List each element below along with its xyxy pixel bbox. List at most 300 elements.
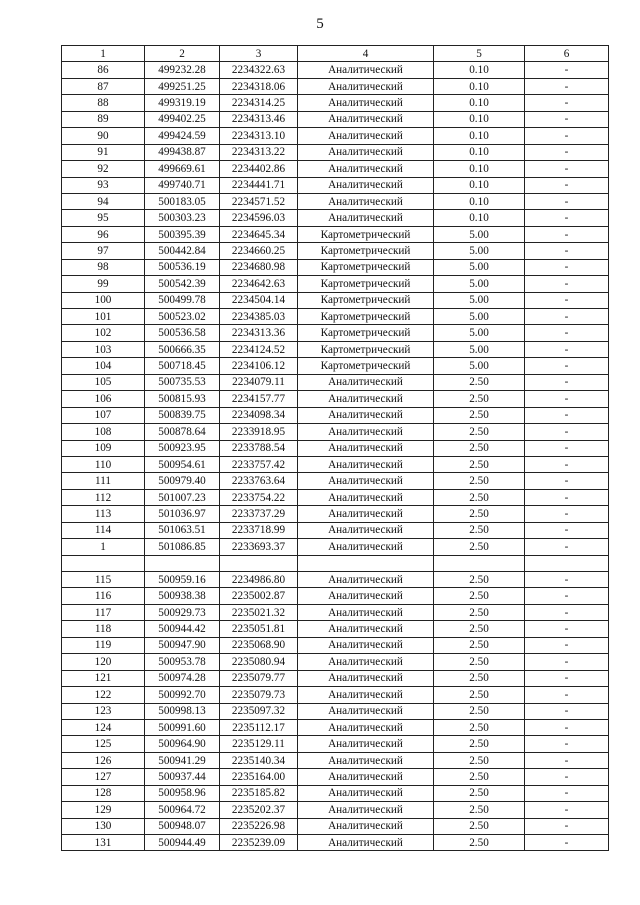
table-row — [62, 769, 609, 785]
table-cell: 99 — [62, 276, 145, 292]
table-cell: 2234986.80 — [220, 572, 298, 588]
table-cell: Аналитический — [298, 95, 434, 111]
table-cell: 86 — [62, 62, 145, 78]
table-cell: Аналитический — [298, 78, 434, 94]
table-row — [62, 604, 609, 620]
table-cell: Картометрический — [298, 259, 434, 275]
table-cell: 114 — [62, 522, 145, 538]
header-cell: 6 — [525, 46, 609, 62]
table-cell: 2235080.94 — [220, 654, 298, 670]
table-cell: Аналитический — [298, 637, 434, 653]
table-cell: 2234680.98 — [220, 259, 298, 275]
table-cell: 500542.39 — [145, 276, 220, 292]
table-cell: 500839.75 — [145, 407, 220, 423]
table-cell: 2.50 — [434, 424, 525, 440]
table-cell: - — [525, 752, 609, 768]
table-cell: Аналитический — [298, 128, 434, 144]
table-cell: 97 — [62, 243, 145, 259]
table-cell: Аналитический — [298, 62, 434, 78]
table-row — [62, 325, 609, 341]
table-cell: - — [525, 292, 609, 308]
table-cell: 120 — [62, 654, 145, 670]
table-row — [62, 719, 609, 735]
table-cell: Аналитический — [298, 506, 434, 522]
table-cell: 2234660.25 — [220, 243, 298, 259]
table-cell: Картометрический — [298, 243, 434, 259]
table-cell: 2.50 — [434, 687, 525, 703]
table-cell: 501007.23 — [145, 489, 220, 505]
table-row — [62, 456, 609, 472]
table-cell — [298, 555, 434, 571]
table-cell: 5.00 — [434, 292, 525, 308]
table-cell: 499319.19 — [145, 95, 220, 111]
table-cell: - — [525, 522, 609, 538]
table-cell: - — [525, 111, 609, 127]
table-cell: 500979.40 — [145, 473, 220, 489]
table-row — [62, 341, 609, 357]
header-row — [62, 46, 609, 62]
table-cell: 2235226.98 — [220, 818, 298, 834]
table-cell: 0.10 — [434, 78, 525, 94]
table-cell: 110 — [62, 456, 145, 472]
table-cell: 2.50 — [434, 489, 525, 505]
table-cell: - — [525, 424, 609, 440]
table-cell: 0.10 — [434, 95, 525, 111]
table-cell: - — [525, 161, 609, 177]
table-row — [62, 374, 609, 390]
table-cell: 2.50 — [434, 440, 525, 456]
table-cell: 88 — [62, 95, 145, 111]
table-cell: 2235051.81 — [220, 621, 298, 637]
table-row — [62, 243, 609, 259]
table-row — [62, 144, 609, 160]
table-cell: Аналитический — [298, 752, 434, 768]
table-cell — [145, 555, 220, 571]
table-cell: 2.50 — [434, 407, 525, 423]
table-cell: 2235140.34 — [220, 752, 298, 768]
table-row — [62, 555, 609, 571]
table-cell: - — [525, 407, 609, 423]
table-cell: 2234098.34 — [220, 407, 298, 423]
table-cell: - — [525, 769, 609, 785]
table-cell: Картометрический — [298, 226, 434, 242]
table-cell: 500959.16 — [145, 572, 220, 588]
table-row — [62, 309, 609, 325]
table-cell: - — [525, 374, 609, 390]
table-cell: Аналитический — [298, 473, 434, 489]
table-cell: 2235079.73 — [220, 687, 298, 703]
table-cell: 500735.53 — [145, 374, 220, 390]
table-cell: 105 — [62, 374, 145, 390]
table-cell: 500666.35 — [145, 341, 220, 357]
table-cell: 2.50 — [434, 604, 525, 620]
table-cell: - — [525, 719, 609, 735]
table-cell: 500929.73 — [145, 604, 220, 620]
table-cell: 87 — [62, 78, 145, 94]
table-row — [62, 177, 609, 193]
table-cell: 109 — [62, 440, 145, 456]
table-cell: 119 — [62, 637, 145, 653]
table-row — [62, 572, 609, 588]
coordinates-table — [61, 45, 609, 851]
table-cell: 104 — [62, 358, 145, 374]
table-cell: 2233757.42 — [220, 456, 298, 472]
table-cell: Аналитический — [298, 522, 434, 538]
table-row — [62, 588, 609, 604]
table-cell: 2.50 — [434, 654, 525, 670]
table-cell: 2234571.52 — [220, 193, 298, 209]
table-cell: Аналитический — [298, 719, 434, 735]
table-cell: Аналитический — [298, 687, 434, 703]
table-cell: - — [525, 210, 609, 226]
table-cell: 2235079.77 — [220, 670, 298, 686]
table-cell: 130 — [62, 818, 145, 834]
table-cell: 108 — [62, 424, 145, 440]
table-cell: Аналитический — [298, 818, 434, 834]
table-cell: Аналитический — [298, 736, 434, 752]
table-cell: Аналитический — [298, 391, 434, 407]
table-cell: Аналитический — [298, 210, 434, 226]
table-cell: 116 — [62, 588, 145, 604]
table-cell: 501086.85 — [145, 539, 220, 555]
table-cell: 5.00 — [434, 226, 525, 242]
table-cell: 102 — [62, 325, 145, 341]
table-cell: - — [525, 654, 609, 670]
table-cell: 500944.42 — [145, 621, 220, 637]
table-row — [62, 78, 609, 94]
table-cell: 127 — [62, 769, 145, 785]
table-cell: 2233918.95 — [220, 424, 298, 440]
table-cell — [220, 555, 298, 571]
table-cell: 2234322.63 — [220, 62, 298, 78]
table-cell: 2.50 — [434, 670, 525, 686]
header-cell: 2 — [145, 46, 220, 62]
table-row — [62, 128, 609, 144]
header-cell: 1 — [62, 46, 145, 62]
table-cell: 0.10 — [434, 210, 525, 226]
table-cell: 5.00 — [434, 325, 525, 341]
table-cell: 2234645.34 — [220, 226, 298, 242]
table-cell: 500536.19 — [145, 259, 220, 275]
table-cell: 121 — [62, 670, 145, 686]
table-cell: 89 — [62, 111, 145, 127]
table-row — [62, 276, 609, 292]
table-row — [62, 752, 609, 768]
table-cell: 125 — [62, 736, 145, 752]
table-row — [62, 358, 609, 374]
table-cell: 2.50 — [434, 522, 525, 538]
table-cell: - — [525, 358, 609, 374]
table-cell: Аналитический — [298, 407, 434, 423]
table-cell: 500944.49 — [145, 835, 220, 851]
table-cell: 0.10 — [434, 62, 525, 78]
table-row — [62, 637, 609, 653]
table-cell: 2.50 — [434, 769, 525, 785]
table-cell: 499669.61 — [145, 161, 220, 177]
table-cell: 500442.84 — [145, 243, 220, 259]
table-cell: 2235097.32 — [220, 703, 298, 719]
table-cell: 126 — [62, 752, 145, 768]
table-cell: - — [525, 193, 609, 209]
table-cell: 5.00 — [434, 341, 525, 357]
table-cell: 501036.97 — [145, 506, 220, 522]
table-cell: 499402.25 — [145, 111, 220, 127]
table-cell: 2.50 — [434, 456, 525, 472]
table-row — [62, 670, 609, 686]
table-row — [62, 440, 609, 456]
table-cell: Аналитический — [298, 670, 434, 686]
table-cell — [62, 555, 145, 571]
table-cell: - — [525, 473, 609, 489]
table-cell: Аналитический — [298, 424, 434, 440]
table-cell: - — [525, 604, 609, 620]
table-cell: - — [525, 736, 609, 752]
table-cell: 500183.05 — [145, 193, 220, 209]
table-row — [62, 835, 609, 851]
table-cell: Аналитический — [298, 572, 434, 588]
table-row — [62, 407, 609, 423]
table-cell: 2233737.29 — [220, 506, 298, 522]
header-cell: 4 — [298, 46, 434, 62]
table-cell: 2235021.32 — [220, 604, 298, 620]
table-cell: - — [525, 440, 609, 456]
table-cell: 100 — [62, 292, 145, 308]
table-cell: 91 — [62, 144, 145, 160]
table-cell: 131 — [62, 835, 145, 851]
table-cell: 501063.51 — [145, 522, 220, 538]
table-row — [62, 193, 609, 209]
table-cell: 2234313.10 — [220, 128, 298, 144]
table-cell: 1 — [62, 539, 145, 555]
table-cell: 122 — [62, 687, 145, 703]
table-cell: 2235202.37 — [220, 802, 298, 818]
table-cell: Аналитический — [298, 440, 434, 456]
table-cell: 499232.28 — [145, 62, 220, 78]
table-cell: 500964.90 — [145, 736, 220, 752]
table-cell: 5.00 — [434, 243, 525, 259]
table-row — [62, 687, 609, 703]
table-cell: 103 — [62, 341, 145, 357]
table-cell: - — [525, 309, 609, 325]
table-cell — [525, 555, 609, 571]
table-row — [62, 785, 609, 801]
table-row — [62, 161, 609, 177]
table-cell: Аналитический — [298, 144, 434, 160]
table-cell: 2234313.22 — [220, 144, 298, 160]
table-cell: 499424.59 — [145, 128, 220, 144]
table-cell: - — [525, 506, 609, 522]
table-cell: 2.50 — [434, 818, 525, 834]
table-cell: - — [525, 325, 609, 341]
table-cell: 2234642.63 — [220, 276, 298, 292]
table-cell: - — [525, 637, 609, 653]
table-cell: - — [525, 128, 609, 144]
table-cell: 500923.95 — [145, 440, 220, 456]
table-cell: 500974.28 — [145, 670, 220, 686]
table-cell: 0.10 — [434, 177, 525, 193]
table-cell: 2235185.82 — [220, 785, 298, 801]
table-cell: 500536.58 — [145, 325, 220, 341]
table-cell: 5.00 — [434, 276, 525, 292]
table-cell: - — [525, 95, 609, 111]
table-cell: Аналитический — [298, 621, 434, 637]
page-number: 5 — [316, 16, 324, 32]
table-header — [62, 46, 609, 62]
table-cell: Аналитический — [298, 161, 434, 177]
table-cell: 2235164.00 — [220, 769, 298, 785]
table-cell: 2234157.77 — [220, 391, 298, 407]
table-cell: - — [525, 670, 609, 686]
table-cell: 499251.25 — [145, 78, 220, 94]
table-cell: 2.50 — [434, 637, 525, 653]
table-cell: 106 — [62, 391, 145, 407]
table-row — [62, 522, 609, 538]
table-cell: 2234313.46 — [220, 111, 298, 127]
table-cell: Аналитический — [298, 193, 434, 209]
table-cell: 2.50 — [434, 539, 525, 555]
table-row — [62, 226, 609, 242]
table-cell: 2234504.14 — [220, 292, 298, 308]
table-cell: Картометрический — [298, 309, 434, 325]
table-cell: 2.50 — [434, 391, 525, 407]
table-body — [62, 62, 609, 851]
table-row — [62, 62, 609, 78]
table-cell: 2233763.64 — [220, 473, 298, 489]
table-cell: 500937.44 — [145, 769, 220, 785]
table-cell: Аналитический — [298, 111, 434, 127]
table-cell: 129 — [62, 802, 145, 818]
table-cell: Аналитический — [298, 654, 434, 670]
table-cell: 500499.78 — [145, 292, 220, 308]
table-cell — [434, 555, 525, 571]
table-cell: 500938.38 — [145, 588, 220, 604]
table-row — [62, 818, 609, 834]
table-row — [62, 621, 609, 637]
table-cell: 500953.78 — [145, 654, 220, 670]
table-cell: 107 — [62, 407, 145, 423]
table-cell: 2234402.86 — [220, 161, 298, 177]
table-cell: - — [525, 62, 609, 78]
table-cell: 2233788.54 — [220, 440, 298, 456]
table-cell: 2234313.36 — [220, 325, 298, 341]
table-cell: 2235112.17 — [220, 719, 298, 735]
table-cell: 2235068.90 — [220, 637, 298, 653]
table-cell: 2.50 — [434, 506, 525, 522]
table-cell: 117 — [62, 604, 145, 620]
table-cell: 2234314.25 — [220, 95, 298, 111]
table-row — [62, 489, 609, 505]
table-cell: 499438.87 — [145, 144, 220, 160]
table-cell: 2234318.06 — [220, 78, 298, 94]
header-cell: 5 — [434, 46, 525, 62]
table-row — [62, 703, 609, 719]
table-row — [62, 210, 609, 226]
table-cell: 2.50 — [434, 736, 525, 752]
table-cell: 2.50 — [434, 572, 525, 588]
table-cell: 0.10 — [434, 193, 525, 209]
table-cell: 2234079.11 — [220, 374, 298, 390]
table-cell: Аналитический — [298, 769, 434, 785]
table-cell: 2.50 — [434, 835, 525, 851]
table-cell: - — [525, 703, 609, 719]
table-cell: 500718.45 — [145, 358, 220, 374]
table-cell: 500948.07 — [145, 818, 220, 834]
table-cell: 94 — [62, 193, 145, 209]
table-cell: Аналитический — [298, 456, 434, 472]
table-cell: 500941.29 — [145, 752, 220, 768]
table-cell: Аналитический — [298, 604, 434, 620]
table-cell: Аналитический — [298, 489, 434, 505]
table-cell: 2233718.99 — [220, 522, 298, 538]
table-cell: 96 — [62, 226, 145, 242]
table-cell: - — [525, 539, 609, 555]
table-cell: Аналитический — [298, 802, 434, 818]
table-cell: 113 — [62, 506, 145, 522]
table-row — [62, 292, 609, 308]
table-cell: 98 — [62, 259, 145, 275]
table-cell: 2233693.37 — [220, 539, 298, 555]
table-cell: - — [525, 818, 609, 834]
table-cell: - — [525, 621, 609, 637]
table-cell: - — [525, 785, 609, 801]
table-cell: 2235129.11 — [220, 736, 298, 752]
table-cell: 2234596.03 — [220, 210, 298, 226]
table-cell: 2234106.12 — [220, 358, 298, 374]
table-cell: 500303.23 — [145, 210, 220, 226]
table-cell: - — [525, 802, 609, 818]
table-cell: Аналитический — [298, 539, 434, 555]
table-row — [62, 95, 609, 111]
table-row — [62, 259, 609, 275]
table-cell: Картометрический — [298, 325, 434, 341]
table-cell: 2.50 — [434, 621, 525, 637]
table-cell: - — [525, 276, 609, 292]
table-cell: 2.50 — [434, 703, 525, 719]
table-row — [62, 539, 609, 555]
table-cell: Аналитический — [298, 374, 434, 390]
table-cell: 2.50 — [434, 374, 525, 390]
table-cell: 500964.72 — [145, 802, 220, 818]
table-cell: - — [525, 341, 609, 357]
table-cell: 2.50 — [434, 588, 525, 604]
table-cell: Аналитический — [298, 177, 434, 193]
table-cell: 500954.61 — [145, 456, 220, 472]
table-cell: 90 — [62, 128, 145, 144]
table-cell: 0.10 — [434, 128, 525, 144]
table-cell: 2.50 — [434, 473, 525, 489]
table-cell: 93 — [62, 177, 145, 193]
table-cell: Аналитический — [298, 703, 434, 719]
table-cell: 2234441.71 — [220, 177, 298, 193]
table-cell: 500815.93 — [145, 391, 220, 407]
table-cell: - — [525, 572, 609, 588]
table-cell: - — [525, 144, 609, 160]
table-cell: Картометрический — [298, 292, 434, 308]
table-cell: 5.00 — [434, 358, 525, 374]
table-cell: - — [525, 489, 609, 505]
table-cell: 2.50 — [434, 802, 525, 818]
table-cell: 0.10 — [434, 161, 525, 177]
table-cell: - — [525, 243, 609, 259]
table-cell: 0.10 — [434, 144, 525, 160]
table-row — [62, 424, 609, 440]
table-cell: 2233754.22 — [220, 489, 298, 505]
header-cell: 3 — [220, 46, 298, 62]
table-cell: 112 — [62, 489, 145, 505]
table-row — [62, 506, 609, 522]
table-cell: 2235002.87 — [220, 588, 298, 604]
table-cell: 92 — [62, 161, 145, 177]
